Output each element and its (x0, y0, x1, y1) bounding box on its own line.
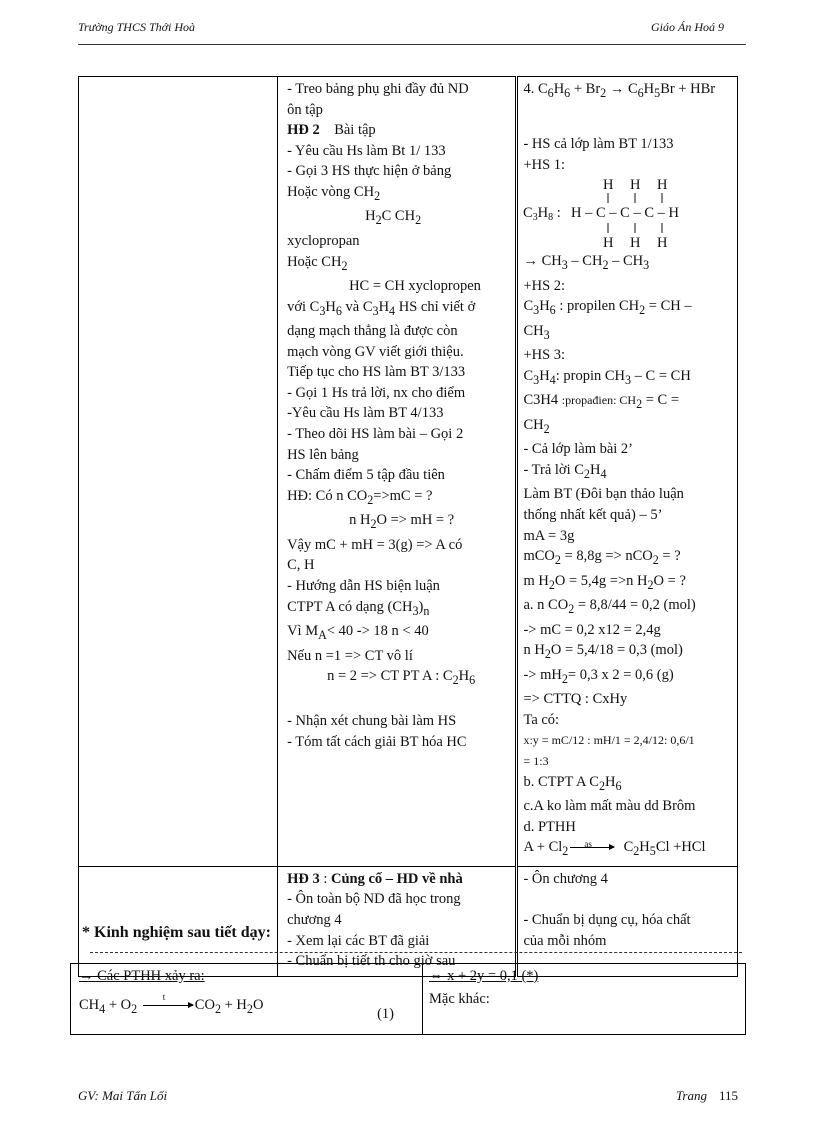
list-item: - Ôn chương 4 (523, 870, 608, 887)
struct-h-top-3: H (657, 177, 668, 194)
list-item: mA = 3g (523, 527, 575, 544)
list-item: C, H (287, 557, 315, 574)
list-item: -Yêu cầu Hs làm BT 4/133 (287, 405, 444, 422)
list-item: HC = CH xyclopropen (349, 278, 481, 295)
list-item: = 1:3 (523, 754, 549, 769)
list-item: Vậy mC + mH = 3(g) => A có (287, 536, 463, 553)
equation-line: $CH_4 + O_2$ t $CO_2 + H_2O$ (79, 992, 264, 1016)
list-item: Hoặc $CH_2$ (287, 253, 348, 273)
list-item: - HS cả lớp làm BT 1/133 (523, 136, 674, 153)
list-item: n $H_2O = 5,4/18 = 0,3$ (mol) (523, 642, 683, 662)
student-activity-cell (517, 77, 738, 867)
list-item: m $H_2O = 5,4g =>n$ $H_2O$ = ? (523, 572, 686, 592)
struct-formula: $C_3H_8$ : (523, 205, 562, 224)
list-item: thống nhất kết quả) – 5’ (523, 507, 663, 524)
column-1-cell (79, 866, 278, 976)
list-item: - Gọi 3 HS thực hiện ở bảng (287, 163, 452, 180)
spacer (523, 103, 733, 124)
list-item: b. CTPT A $C_2H_6$ (523, 773, 622, 793)
list-item: với $C_3H_6$ và $C_3H_4$ HS chỉ viết ở (287, 298, 476, 318)
list-item: CTPT A có dạng $(CH_3)_n$ (287, 598, 430, 618)
hd2-heading: HĐ 2 Bài tập (287, 122, 376, 139)
list-item: - Ôn toàn bộ ND đã học trong (287, 891, 461, 908)
column-1-cell (79, 77, 278, 867)
list-item: - Theo dõi HS làm bài – Gọi 2 (287, 426, 464, 443)
propane-structure (523, 175, 723, 251)
student-activity-cell (517, 866, 738, 976)
list-item: $C_3H_4$: propin $CH_3$ – C = CH (523, 367, 691, 387)
list-item: d. PTHH (523, 818, 576, 835)
footer-teacher: GV: Mai Tấn Lối (78, 1088, 168, 1103)
equation-box-right (423, 964, 745, 1034)
list-item: - Hướng dẫn HS biện luận (287, 578, 440, 594)
list-item: của mỗi nhóm (523, 932, 607, 949)
list-item: $A + Cl_2$ as $C_2H_5Cl +HCl$ (523, 839, 706, 859)
spacer (287, 691, 511, 712)
list-item: ôn tập (287, 101, 323, 118)
header-school: Trường THCS Thới Hoà (78, 20, 196, 34)
list-item: HS lên bảng (287, 446, 359, 463)
list-item: n = 2 => CT PT A : $C_2H_6$ (327, 668, 476, 688)
list-item: dạng mạch thẳng là được còn (287, 323, 458, 340)
list-item: -> $mH_2= 0,3$ x 2 = 0,6 (g) (523, 666, 674, 686)
spacer (523, 889, 733, 910)
list-item: Mặc khác: (429, 991, 490, 1007)
list-item: -> mC = 0,2 x12 = 2,4g (523, 621, 661, 638)
list-item: xyclopropan (287, 232, 360, 249)
list-item: mạch vòng GV viết giới thiệu. (287, 343, 464, 360)
list-item: Ta có: (523, 711, 560, 728)
header-subject: Giáo Án Hoá 9 (651, 20, 724, 34)
header-rule (78, 44, 746, 45)
table-row (79, 866, 738, 976)
list-item: => CTTQ : CxHy (523, 691, 628, 708)
struct-h-top-2: H (630, 177, 641, 194)
list-item: c.A ko làm mất màu dd Brôm (523, 798, 696, 815)
list-item: +HS 2: (523, 277, 566, 294)
hd3-heading: HĐ 3 : Củng cố – HD về nhà (287, 870, 463, 887)
table-row (79, 77, 738, 867)
list-item: chương 4 (287, 911, 342, 928)
list-item: - Gọi 1 Hs trả lời, nx cho điểm (287, 384, 466, 401)
list-item: Hoặc vòng $CH_2$ (287, 183, 381, 203)
list-item: a. n $CO_2 = 8,8/44 = 0,2$ (mol) (523, 597, 696, 617)
list-item: - Chuẩn bị tiết th cho giờ sau (287, 953, 456, 970)
list-item: $CH_2$ (523, 416, 550, 436)
list-item: - Cả lớp làm bài 2’ (523, 441, 634, 458)
teacher-activity-cell (278, 77, 517, 867)
spacer (523, 124, 733, 134)
list-item: - Chuẩn bị dụng cụ, hóa chất (523, 911, 691, 928)
equation-box (70, 963, 746, 1035)
list-item: - Treo bảng phụ ghi đầy đủ ND (287, 81, 469, 97)
list-item: - Yêu cầu Hs làm Bt 1/ 133 (287, 142, 446, 159)
list-item: HĐ: Có n $CO_2=>mC$ = ? (287, 487, 433, 507)
struct-h-top-1: H (603, 177, 614, 194)
list-item: ⇔ x + 2y = 0,1 (*) (429, 968, 539, 984)
list-item: Vì $M_A< 40 -> 18$ n < 40 (287, 623, 429, 642)
experience-heading: * Kinh nghiệm sau tiết dạy: (82, 924, 271, 941)
list-item: - Trả lời $C_2H_4$ (523, 461, 607, 481)
list-item: C3H4 :propađien: $CH_2 = C$ = (523, 392, 680, 412)
list-item: - Tóm tất cách giải BT hóa HC (287, 733, 467, 750)
list-item: $CH_3$ (523, 322, 550, 342)
list-item: → $CH_3 - CH_2 - CH_3$ (523, 253, 650, 273)
list-item: +HS 3: (523, 347, 566, 364)
equation-box-title: → Các PTHH xảy ra: (79, 968, 205, 984)
dashed-rule (90, 952, 742, 953)
lesson-table (78, 76, 738, 977)
list-item: n $H_2O$ => mH = ? (349, 512, 455, 532)
list-item: - Chấm điểm 5 tập đầu tiên (287, 467, 445, 484)
struct-h-bot-2: H (630, 235, 641, 252)
list-item: Nếu n =1 => CT vô lí (287, 647, 413, 664)
struct-h-bot-3: H (657, 235, 668, 252)
list-item: - Nhận xét chung bài làm HS (287, 713, 457, 730)
list-item: Làm BT (Đôi bạn thảo luận (523, 486, 684, 503)
teacher-activity-cell (278, 866, 517, 976)
equation-box-left (71, 964, 423, 1034)
list-item: - Xem lại các BT đã giải (287, 932, 430, 949)
struct-chain: H – C – C – C – H (571, 205, 680, 222)
reaction-arrow: as (570, 847, 614, 848)
reaction-arrow: t (143, 1005, 193, 1006)
equation-number: (1) (377, 1006, 394, 1022)
footer-page: Trang 115 (675, 1088, 738, 1103)
list-item: Tiếp tục cho HS làm BT 3/133 (287, 364, 466, 381)
list-item: $C_3H_6$ : propilen $CH_2$ = CH – (523, 298, 692, 318)
list-item: $H_2C$ $CH_2$ (365, 208, 422, 228)
struct-h-bot-1: H (603, 235, 614, 252)
list-item: mCO$_2$ = 8,8g => nCO$_2$ = ? (523, 548, 681, 568)
list-item: x:y = mC/12 : mH/1 = 2,4/12: 0,6/1 (523, 733, 695, 748)
list-item: 4. $C_6H_6 + Br_2 \to C_6H_5Br$ + HBr (523, 81, 716, 100)
list-item: +HS 1: (523, 156, 566, 173)
